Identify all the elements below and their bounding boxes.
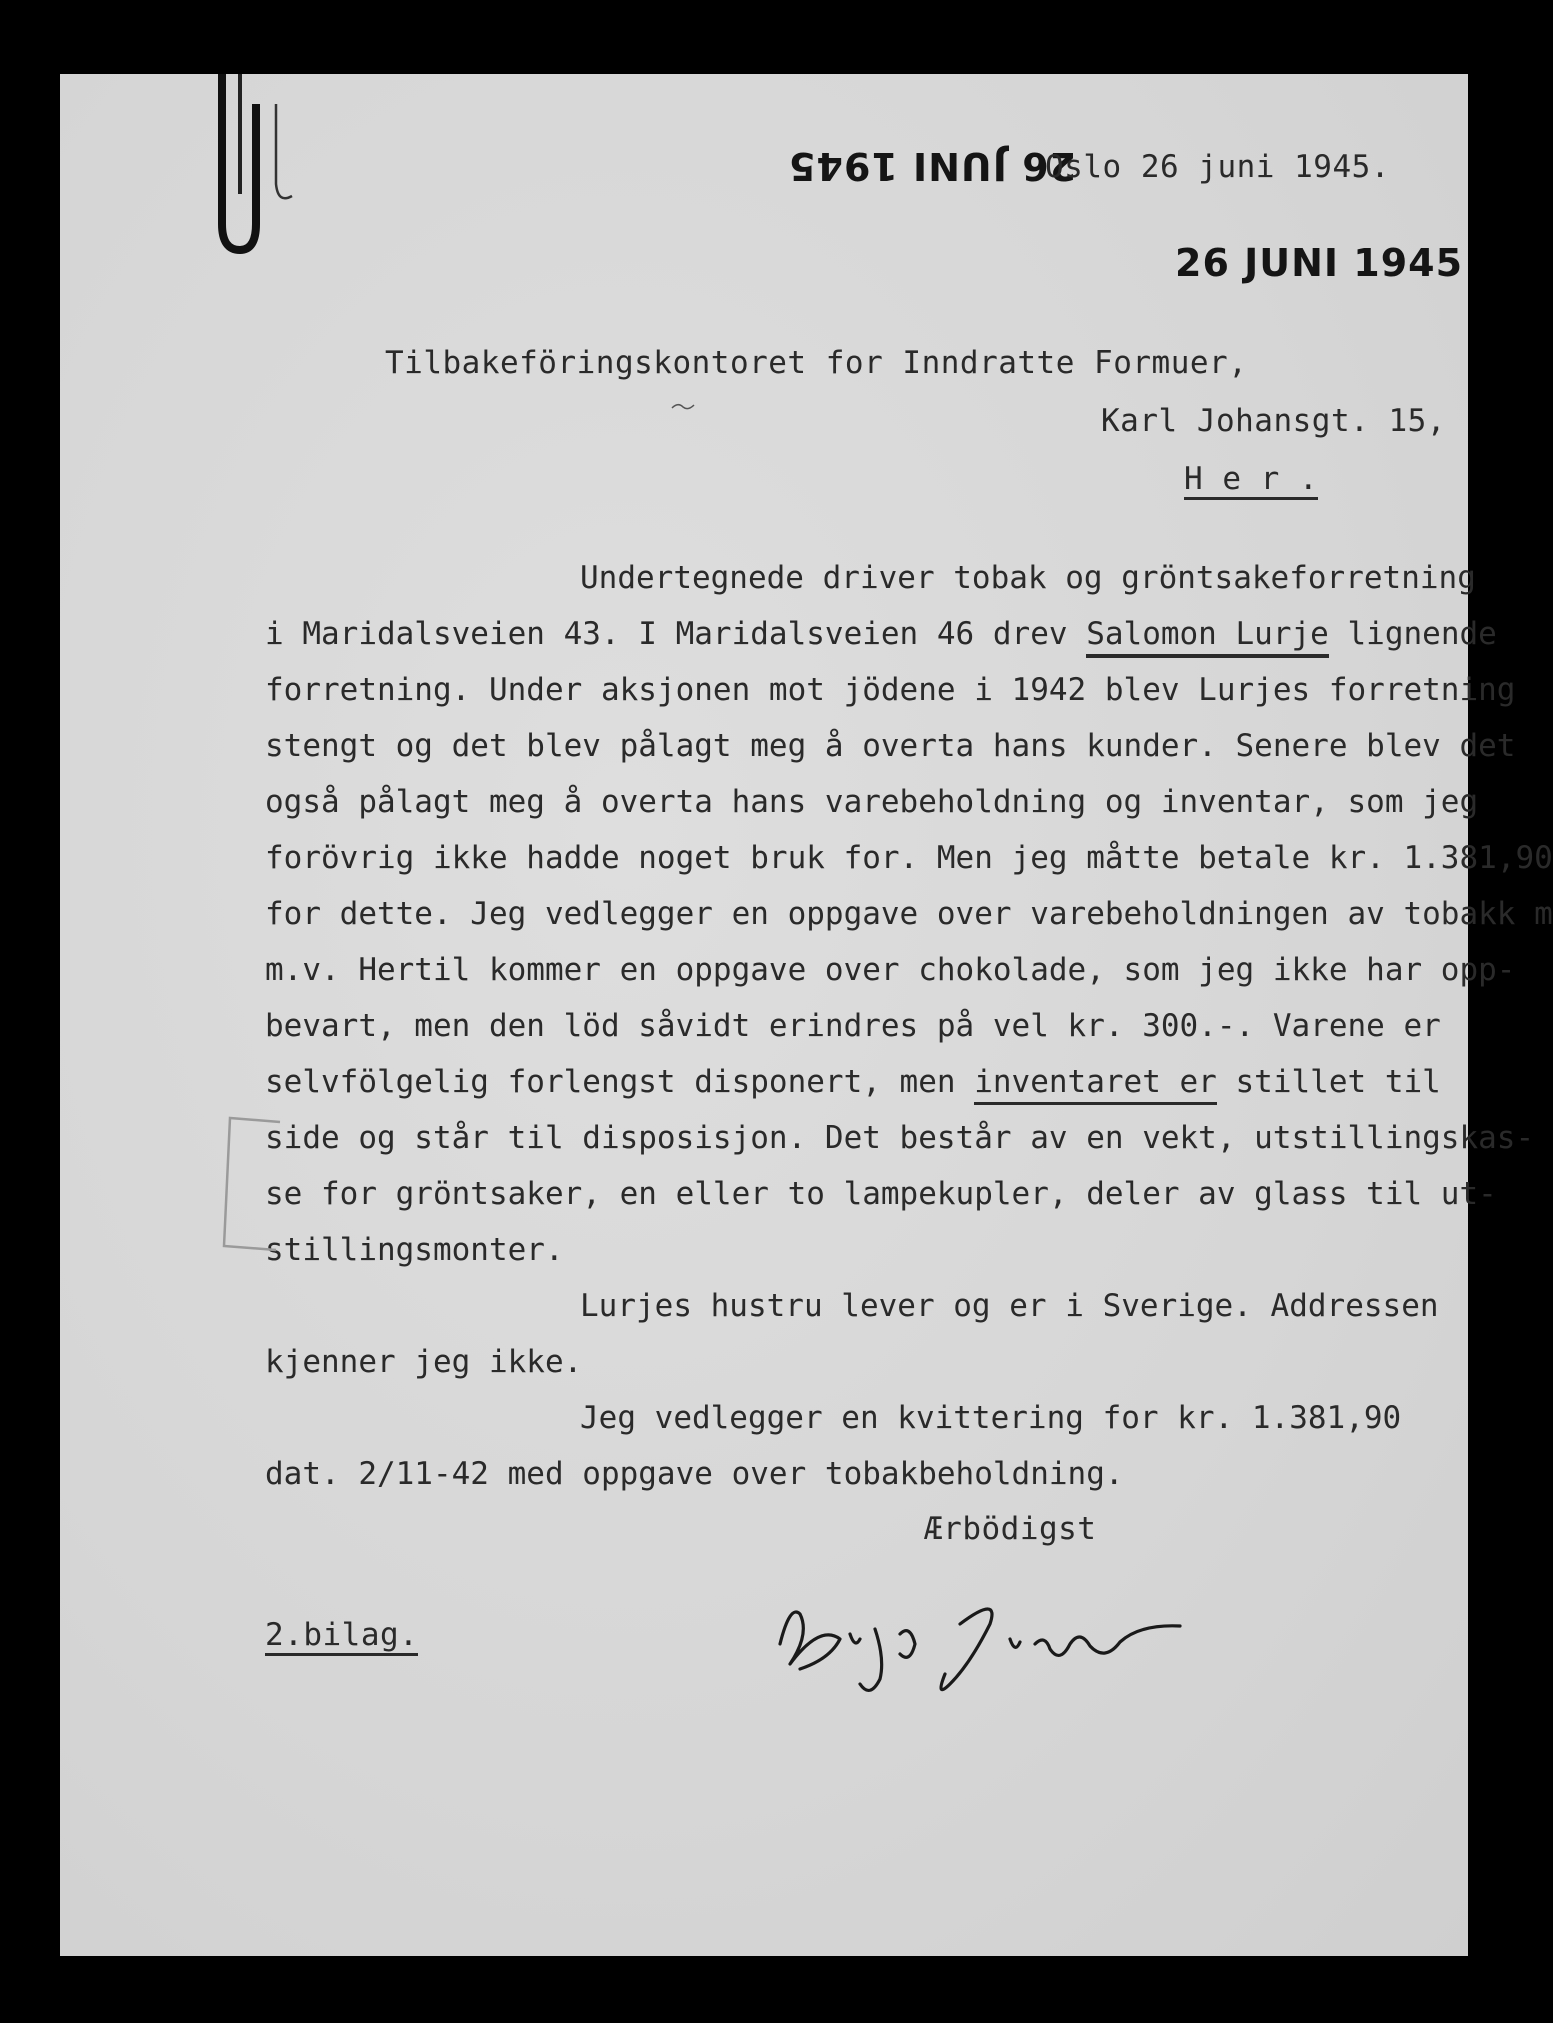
underlined-phrase: inventaret er <box>974 1064 1217 1105</box>
enclosures-note: 2.bilag. <box>265 1620 418 1656</box>
body-line: se for gröntsaker, en eller to lampekupler, deler av glass til ut- <box>265 1176 1497 1212</box>
margin-bracket-mark <box>210 1114 290 1254</box>
body-line: selvfölgelig forlengst disponert, men inventaret er stillet til <box>265 1067 1441 1098</box>
addressee-street: Karl Johansgt. 15, <box>1101 403 1446 439</box>
paper-clip-icon <box>210 74 264 254</box>
body-line: stillingsmonter. <box>265 1232 564 1268</box>
body-line: forövrig ikke hadde noget bruk for. Men jeg måtte betale kr. 1.381,90 <box>265 840 1553 876</box>
body-line: m.v. Hertil kommer en oppgave over chokolade, som jeg ikke har opp- <box>265 952 1516 988</box>
body-line: stengt og det blev pålagt meg å overta hans kunder. Senere blev det <box>265 728 1516 764</box>
place-date: Oslo 26 juni 1945. <box>1045 149 1390 185</box>
closing-salutation: Ærbödigst <box>924 1511 1097 1547</box>
body-line: for dette. Jeg vedlegger en oppgave over varebeholdningen av tobakk m <box>265 896 1553 932</box>
body-line: Jeg vedlegger en kvittering for kr. 1.381,90 <box>580 1400 1402 1436</box>
clip-shadow-icon <box>270 104 310 214</box>
underlined-name: Salomon Lurje <box>1086 616 1329 658</box>
addressee-name: Tilbakeföringskontoret for Inndratte Formuer, <box>385 345 1248 381</box>
received-stamp-mirrored: 26 JUNI 1945 <box>788 144 1077 188</box>
body-line: Undertegnede driver tobak og gröntsakeforretning <box>580 560 1476 596</box>
body-line: Lurjes hustru lever og er i Sverige. Addressen <box>580 1288 1439 1324</box>
body-line: forretning. Under aksjonen mot jödene i 1942 blev Lurjes forretning <box>265 672 1516 708</box>
handwritten-signature <box>760 1584 1220 1714</box>
received-stamp: 26 JUNI 1945 <box>1175 241 1464 285</box>
smudge-mark-icon <box>672 402 694 412</box>
body-line: dat. 2/11-42 med oppgave over tobakbeholdning. <box>265 1456 1124 1492</box>
body-line: i Maridalsveien 43. I Maridalsveien 46 drev Salomon Lurje lignende <box>265 619 1497 650</box>
addressee-city: H e r . <box>1184 464 1318 500</box>
body-line: også pålagt meg å overta hans varebeholdning og inventar, som jeg <box>265 784 1479 820</box>
letter-page <box>60 74 1553 1956</box>
body-line: kjenner jeg ikke. <box>265 1344 583 1380</box>
body-line: bevart, men den löd såvidt erindres på vel kr. 300.-. Varene er <box>265 1008 1441 1044</box>
body-line: side og står til disposisjon. Det består av en vekt, utstillingskas- <box>265 1120 1535 1156</box>
